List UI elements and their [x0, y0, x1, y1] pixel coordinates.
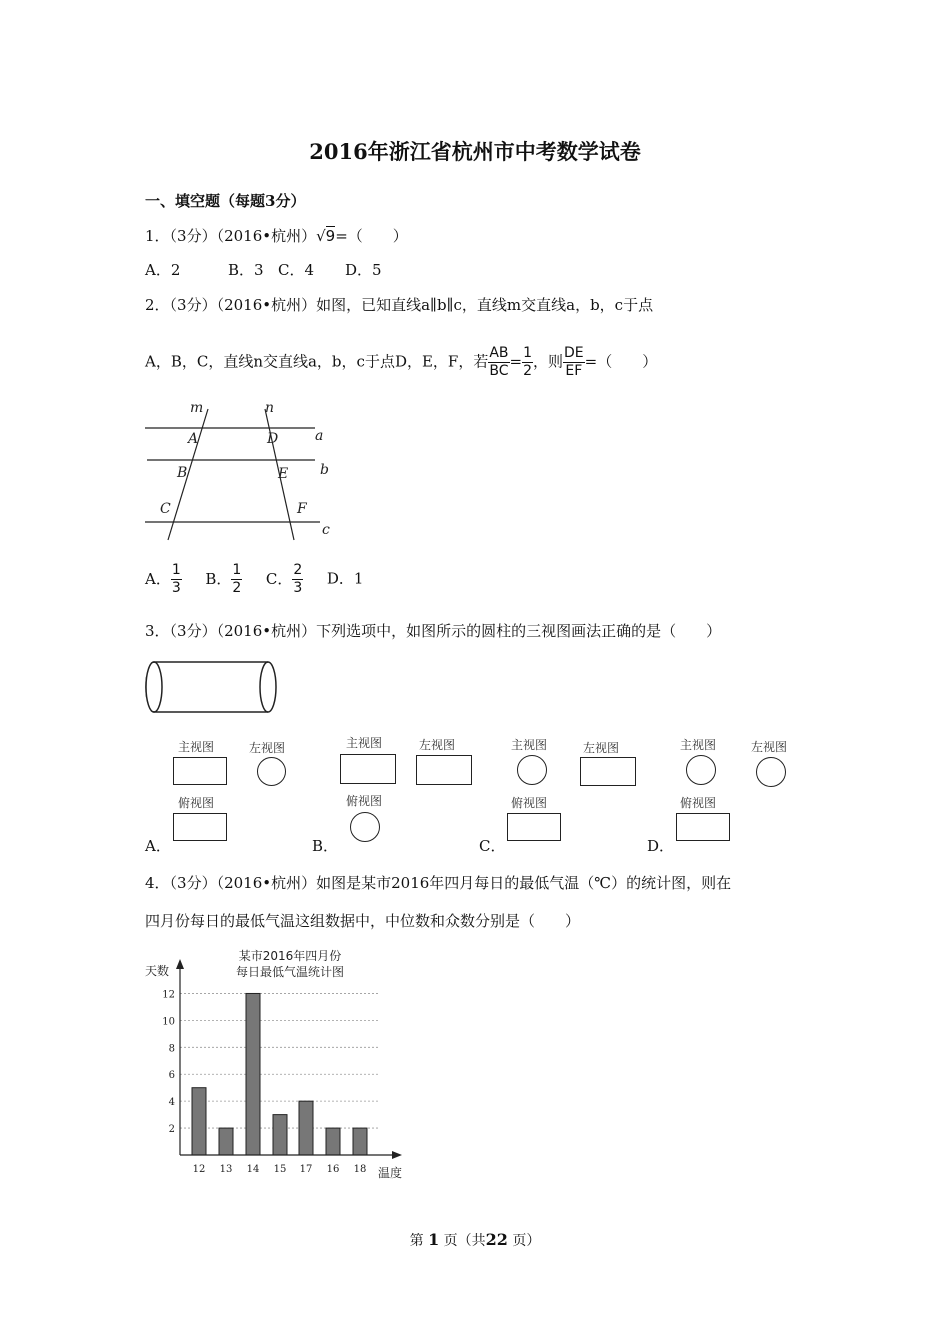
label-m: m	[190, 400, 204, 416]
q4-stem-line1: 4．（3分）（2016•杭州）如图是某市2016年四月每日的最低气温（℃）的统计图，则在	[145, 874, 732, 892]
q4-stem-line2: 四月份每日的最低气温这组数据中，中位数和众数分别是（ ）	[145, 912, 581, 930]
bar-17	[299, 1101, 313, 1155]
y-axis-arrow	[176, 959, 184, 969]
d-left-view-circle	[756, 757, 786, 787]
c-front-view-circle	[517, 755, 547, 785]
b-front-view-rect	[340, 754, 396, 784]
c-left-view-rect	[580, 757, 636, 786]
b-left-view-label: 左视图	[419, 738, 456, 752]
option-letter: A．	[145, 569, 171, 588]
label-b: b	[320, 462, 329, 478]
option-letter: C．	[265, 569, 293, 588]
x-tick-label: 15	[273, 1164, 287, 1175]
x-tick-label: 16	[326, 1164, 340, 1175]
a-left-view-circle	[257, 757, 286, 786]
q1-option-b: B．3	[228, 261, 264, 279]
a-top-view-rect	[173, 813, 227, 841]
y-tick-label: 2	[168, 1124, 175, 1136]
option-letter: D．	[326, 569, 354, 588]
label-c: c	[322, 522, 330, 538]
temperature-bar-chart	[140, 945, 415, 1185]
frac-denominator: 2	[232, 580, 242, 596]
bar-13	[219, 1128, 233, 1155]
q2-stem-line1: 2．（3分）（2016•杭州）如图，已知直线a∥b∥c，直线m交直线a，b，c于点	[145, 296, 654, 314]
label-D: D	[267, 431, 279, 447]
footer-prefix: 第	[409, 1233, 424, 1249]
q1-option-d: D．5	[345, 261, 382, 279]
bar-16	[326, 1128, 340, 1155]
b-top-view-label: 俯视图	[346, 794, 383, 808]
footer-suffix: 页）	[512, 1233, 541, 1249]
equals-sign: =	[509, 352, 523, 371]
label-C: C	[160, 501, 171, 517]
y-tick-label: 8	[168, 1043, 175, 1055]
label-E: E	[278, 466, 289, 482]
frac-numerator: 1	[171, 562, 181, 578]
y-tick-label: 10	[162, 1016, 175, 1028]
q2-option-a	[145, 562, 182, 596]
footer-mid: 页（共	[443, 1233, 486, 1249]
parallel-lines-figure	[140, 395, 340, 545]
d-left-view-label: 左视图	[751, 740, 788, 754]
q2-fraction-de-ef	[563, 345, 585, 380]
line-m	[168, 409, 208, 540]
chart-title: 某市2016年四月份	[238, 949, 342, 963]
b-top-view-circle	[350, 812, 380, 842]
q3-option-a: A．	[145, 837, 171, 855]
frac-numerator: AB	[489, 345, 509, 361]
section-heading: 一、填空题（每题3分）	[145, 192, 306, 210]
cylinder-mask	[146, 663, 154, 711]
q3-option-d: D．	[647, 837, 675, 855]
q1-option-a: A．2	[145, 261, 181, 279]
d-top-view-rect	[676, 813, 730, 841]
a-top-view-label: 俯视图	[178, 796, 215, 810]
c-top-view-label: 俯视图	[511, 796, 548, 810]
chart-subtitle: 每日最低气温统计图	[235, 965, 345, 979]
q2-option-d	[327, 570, 364, 588]
bar-18	[353, 1128, 367, 1155]
x-tick-label: 18	[353, 1164, 367, 1175]
y-tick-label: 6	[168, 1070, 175, 1082]
b-front-view-label: 主视图	[346, 736, 383, 750]
q2-line2-prefix: A，B，C，直线n交直线a，b，c于点D，E，F，若	[145, 352, 489, 371]
frac-numerator: 2	[293, 562, 303, 578]
x-tick-label: 13	[219, 1164, 233, 1175]
q3-option-c: C．	[479, 837, 506, 855]
chart-x-label: 温度	[378, 1166, 403, 1180]
x-axis-arrow	[392, 1151, 402, 1159]
q2-option-b	[205, 562, 242, 596]
q1-radicand: 9	[325, 227, 336, 245]
q3-option-b: B．	[312, 837, 339, 855]
q2-stem-line2	[145, 345, 657, 380]
y-tick-label: 12	[162, 989, 175, 1001]
q2-option-c	[265, 562, 303, 596]
bar-12	[192, 1088, 206, 1155]
q1-stem-prefix: 1．（3分）（2016•杭州）	[145, 227, 317, 245]
bar-14	[246, 993, 260, 1155]
a-front-view-rect	[173, 757, 227, 785]
page-title: 2016年浙江省杭州市中考数学试卷	[309, 139, 641, 164]
bar-15	[273, 1115, 287, 1155]
chart-y-label: 天数	[145, 964, 170, 978]
label-a: a	[315, 428, 324, 444]
x-tick-label: 14	[246, 1164, 260, 1175]
a-front-view-label: 主视图	[178, 740, 215, 754]
frac-denominator: EF	[565, 363, 583, 379]
footer-total-pages: 22	[485, 1230, 508, 1249]
y-tick-label: 4	[168, 1097, 175, 1109]
d-top-view-label: 俯视图	[680, 796, 717, 810]
q3-stem: 3．（3分）（2016•杭州）下列选项中，如图所示的圆柱的三视图画法正确的是（ ）	[145, 622, 722, 640]
q1-stem-suffix: =（ ）	[335, 227, 408, 245]
page-footer	[0, 1230, 950, 1250]
frac-numerator: 1	[523, 345, 533, 361]
x-tick-label: 12	[192, 1164, 206, 1175]
q2-fraction-one-half	[522, 345, 533, 380]
q1-option-c: C．4	[278, 261, 315, 279]
frac-denominator: 3	[171, 580, 181, 596]
option-fraction	[171, 562, 182, 597]
frac-numerator: DE	[564, 345, 584, 361]
frac-denominator: BC	[489, 363, 509, 379]
chart-grid	[180, 993, 380, 1128]
q2-line2-suffix: =（ ）	[584, 352, 658, 371]
d-front-view-label: 主视图	[680, 738, 717, 752]
a-left-view-label: 左视图	[249, 741, 286, 755]
sqrt-symbol: √	[316, 227, 326, 245]
c-front-view-label: 主视图	[511, 738, 548, 752]
question-1	[145, 225, 408, 246]
cylinder-figure	[140, 655, 285, 720]
c-top-view-rect	[507, 813, 561, 841]
cylinder-right-end	[260, 662, 276, 712]
label-B: B	[177, 465, 188, 481]
b-left-view-rect	[416, 755, 472, 785]
q2-fraction-ab-bc	[488, 345, 509, 380]
q2-line2-mid: ，则	[533, 352, 564, 371]
label-n: n	[265, 400, 275, 416]
c-left-view-label: 左视图	[583, 741, 620, 755]
option-fraction	[231, 562, 242, 597]
option-value: 1	[353, 569, 364, 588]
label-A: A	[188, 431, 199, 447]
footer-page-number: 1	[428, 1230, 440, 1249]
q2-options	[145, 562, 363, 597]
x-tick-label: 17	[299, 1164, 313, 1175]
option-fraction	[292, 562, 303, 597]
frac-numerator: 1	[232, 562, 242, 578]
option-letter: B．	[205, 569, 232, 588]
d-front-view-circle	[686, 755, 716, 785]
frac-denominator: 3	[293, 580, 303, 596]
frac-denominator: 2	[523, 363, 533, 379]
label-F: F	[297, 501, 307, 517]
